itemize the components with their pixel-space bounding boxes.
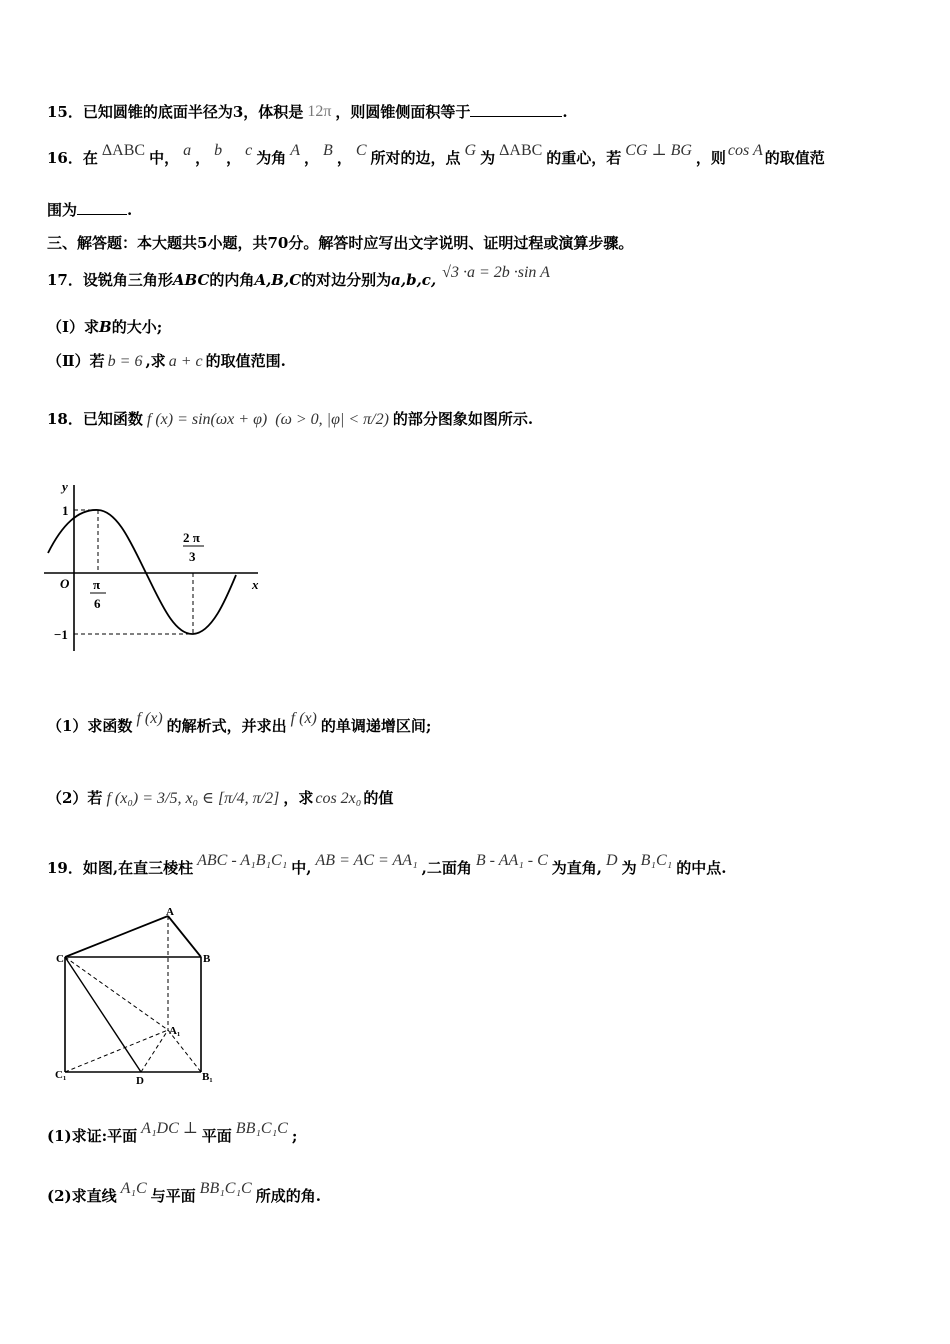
edge-C1A1: [65, 1030, 168, 1072]
graph-y-label: y: [62, 479, 68, 494]
q16-end: .: [127, 201, 133, 219]
graph-x-label: x: [252, 577, 259, 592]
question-18: [47, 409, 533, 430]
q19-text-3: ,二面角: [421, 859, 472, 877]
q17-part2-ac: a + c: [168, 353, 203, 370]
q18-part1-suffix: 的单调递增区间;: [320, 717, 432, 735]
label-D: D: [136, 1075, 144, 1087]
q17-part1-label: （Ⅰ）求: [47, 318, 100, 336]
q16-text-1: 16．在: [47, 149, 98, 167]
q19-part1-label: (1)求证:平面: [47, 1127, 138, 1145]
graph-ym1-label: −1: [54, 627, 68, 642]
q16-text-8: 的取值范: [764, 149, 825, 167]
q18-part2-mid: ，求: [283, 789, 314, 807]
q16-A: A: [290, 142, 301, 159]
q19-text-5: 为: [621, 859, 637, 877]
q18-part2-label: （2）若: [47, 789, 103, 807]
q16-triangle: ΔABC: [101, 142, 146, 159]
q16-G: G: [464, 142, 477, 159]
q18-text-1: 18．已知函数: [47, 410, 143, 428]
edge-AB: [168, 916, 201, 957]
q16-text-6: 的重心，若: [546, 149, 622, 167]
label-B1: B₁: [202, 1071, 213, 1083]
q16-text-9: 围为: [47, 201, 78, 219]
graph-x2-den: 3: [189, 549, 196, 564]
q17-sides: a,b,c,: [391, 271, 437, 289]
q16-text-4: 所对的边，点: [370, 149, 461, 167]
q16-triangle-2: ΔABC: [499, 142, 543, 159]
q18-part1-f2: f (x): [290, 710, 317, 727]
question-19: [47, 852, 727, 879]
q16-comma-4: ，: [336, 149, 352, 167]
question-17-part-2: [47, 351, 286, 372]
q16-a: a: [183, 142, 192, 159]
edge-CA: [65, 916, 168, 957]
q19-part1-plane2: BB₁C₁C: [235, 1120, 288, 1137]
q16-B: B: [323, 142, 333, 159]
q19-part2-mid: 与平面: [150, 1187, 196, 1205]
q19-segment: B₁C₁: [640, 852, 673, 869]
q15-suffix: ，则圆锥侧面积等于: [335, 103, 471, 121]
question-17-part-1: [47, 317, 162, 337]
graph-y1-label: 1: [62, 503, 69, 518]
q19-text-6: 的中点.: [676, 859, 727, 877]
q16-cos-A: cos A: [727, 142, 763, 159]
q19-part2-suffix: 所成的角.: [255, 1187, 321, 1205]
graph-x1-den: 6: [94, 596, 101, 611]
question-18-part-1: [47, 710, 432, 737]
q17-text-1: 17．设锐角三角形: [47, 271, 173, 289]
q18-part2-suffix: 的值: [363, 789, 394, 807]
question-19-part-1: [47, 1120, 298, 1147]
section-3-heading: 三、解答题：本大题共5小题，共70分。解答时应写出文字说明、证明过程或演算步骤。: [47, 234, 634, 252]
q19-D: D: [606, 852, 618, 869]
q16-condition: CG ⊥ BG: [625, 142, 692, 159]
question-19-part-2: [47, 1180, 321, 1207]
graph-x2-num: 2 π: [183, 530, 200, 545]
q17-abc: ABC: [172, 271, 210, 289]
question-18-part-2: [47, 788, 393, 809]
label-A1: A₁: [169, 1025, 181, 1037]
q17-part1-B: B: [99, 318, 112, 336]
q16-comma-3: ，: [304, 149, 320, 167]
q18-part1-mid: 的解析式，并求出: [166, 717, 287, 735]
q19-prism: ABC - A₁B₁C₁: [197, 852, 288, 869]
q16-C: C: [355, 142, 367, 159]
q19-text-4: 为直角,: [551, 859, 603, 877]
q15-end: .: [562, 103, 568, 121]
q19-part2-plane: BB₁C₁C: [199, 1180, 252, 1197]
q18-text-2: 的部分图象如图所示.: [392, 410, 534, 428]
segment-CA1: [65, 957, 168, 1030]
q17-part1-suffix: 的大小;: [111, 318, 163, 336]
q15-prefix: 15．已知圆锥的底面半径为3，体积是: [47, 103, 304, 121]
q18-part1-label: （1）求函数: [47, 717, 133, 735]
q17-text-3: 的对边分别为: [301, 271, 392, 289]
q16-answer-blank: [77, 200, 127, 215]
segment-DA1: [141, 1030, 168, 1072]
q19-dihedral: B - AA₁ - C: [475, 852, 548, 869]
q17-text-2: 的内角: [209, 271, 255, 289]
q16-text-5: 为: [480, 149, 496, 167]
label-C1: C₁: [55, 1069, 67, 1081]
q18-function: f (x) = sin(ωx + φ): [146, 411, 268, 428]
q15-answer-blank: [470, 102, 562, 117]
q16-text-7: ，则: [695, 149, 726, 167]
q17-part2-mid: ,求: [145, 352, 166, 370]
q18-part1-f: f (x): [136, 710, 163, 727]
q18-part2-cos: cos 2x₀: [315, 790, 362, 807]
q17-part2-label: （Ⅱ）若: [47, 352, 105, 370]
q17-equation: √3 ·a = 2b ·sin A: [442, 264, 550, 281]
sine-graph: [40, 475, 280, 655]
q17-angles: A,B,C: [254, 271, 302, 289]
graph-x1-num: π: [93, 577, 101, 592]
label-A: A: [166, 906, 174, 918]
q19-equality: AB = AC = AA₁: [315, 852, 418, 869]
q17-part2-suffix: 的取值范围.: [205, 352, 286, 370]
q16-comma-2: ，: [226, 149, 242, 167]
q19-part1-plane1: A₁DC ⊥: [141, 1120, 198, 1137]
q16-c: c: [245, 142, 253, 159]
q16-text-2: 中，: [149, 149, 180, 167]
q19-part2-line: A₁C: [120, 1180, 147, 1197]
segment-CD: [65, 957, 141, 1072]
q18-condition: (ω > 0, |φ| < π/2): [275, 411, 389, 428]
sine-curve: [48, 510, 236, 634]
q16-comma-1: ，: [195, 149, 211, 167]
q16-text-3: 为角: [256, 149, 287, 167]
q19-part2-label: (2)求直线: [47, 1187, 117, 1205]
q19-text-2: 中,: [291, 859, 312, 877]
label-B: B: [203, 953, 211, 965]
q19-part1-suffix: ;: [291, 1127, 298, 1145]
q19-text-1: 19．如图,在直三棱柱: [47, 859, 194, 877]
question-16: [47, 142, 825, 169]
q18-part2-equation: f (x₀) = 3/5, x₀ ∈ [π/4, π/2]: [106, 790, 280, 807]
graph-origin-label: O: [60, 576, 70, 591]
label-C: C: [56, 953, 64, 965]
q16-b: b: [214, 142, 223, 159]
question-17: [47, 264, 554, 291]
q15-volume: 12π: [307, 103, 332, 120]
question-16-line-2: [47, 200, 132, 220]
q17-part2-b: b = 6: [107, 353, 143, 370]
prism-figure: [50, 902, 230, 1092]
q19-part1-mid: 平面: [201, 1127, 232, 1145]
question-15: [47, 102, 568, 123]
